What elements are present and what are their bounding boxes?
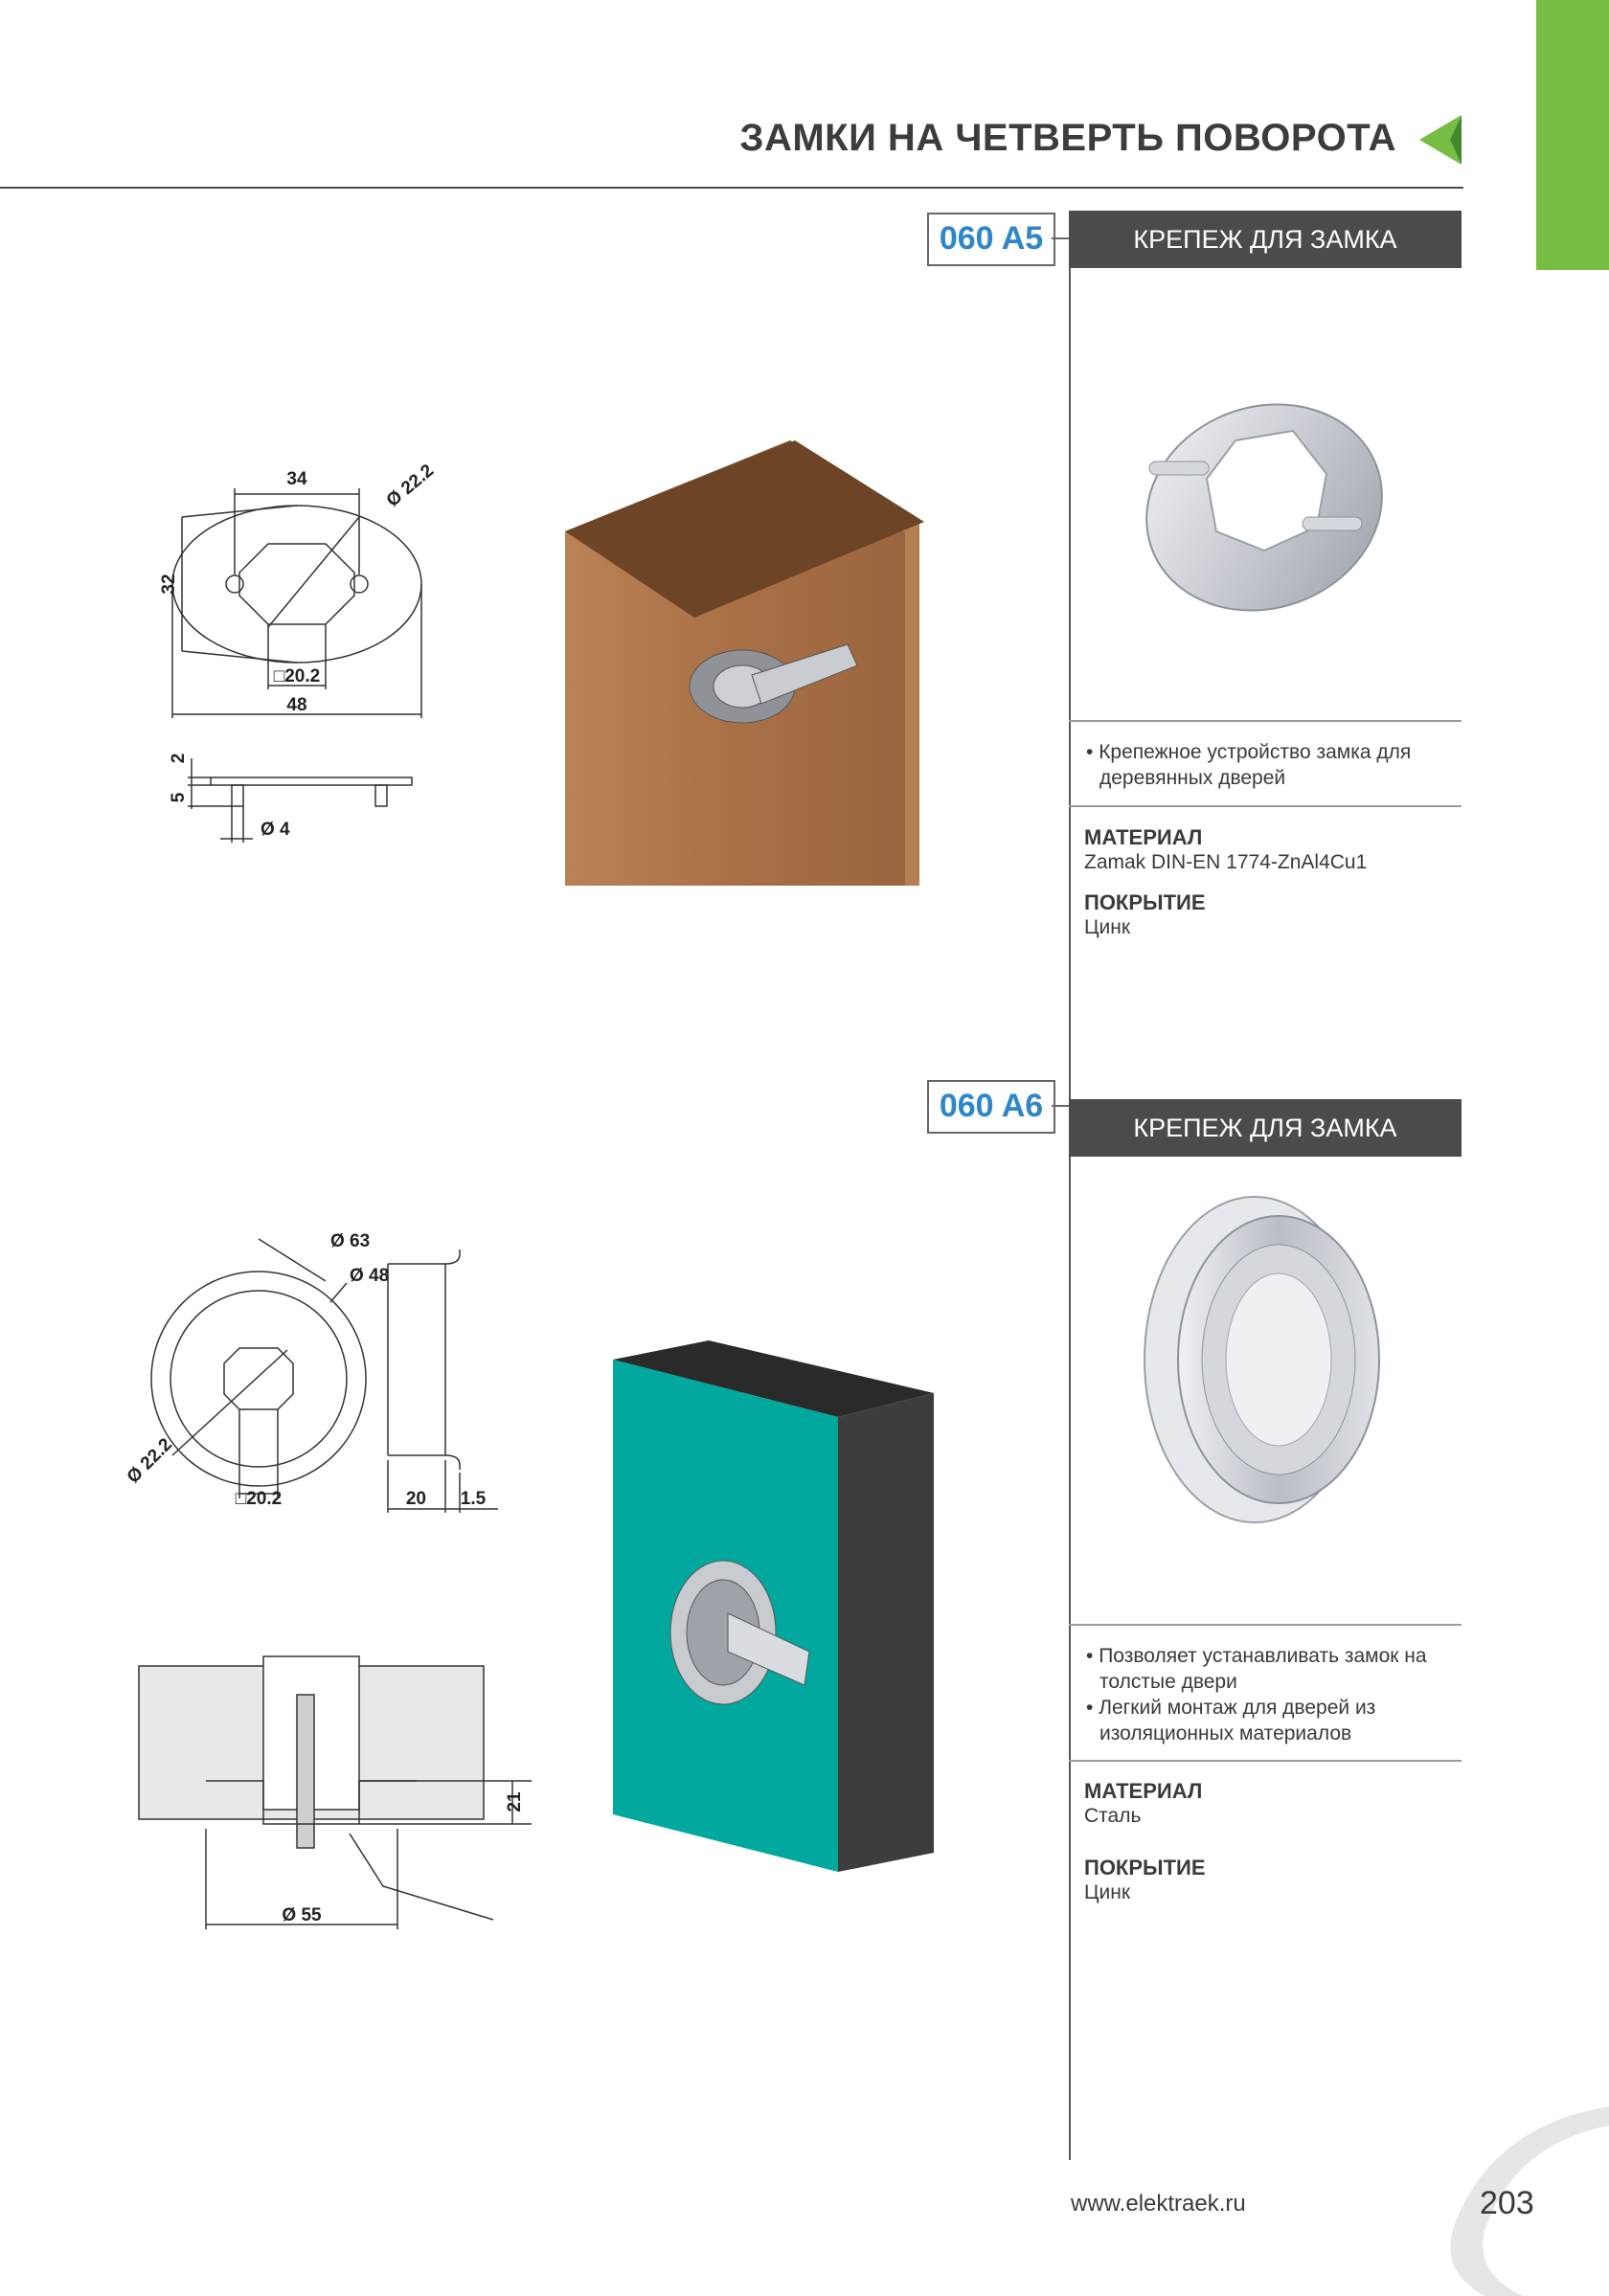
material-value: Сталь bbox=[1084, 1805, 1142, 1827]
dim-label: Ø 22.2 bbox=[382, 461, 438, 511]
technical-drawing-1 bbox=[153, 460, 460, 862]
arrow-left-icon bbox=[1416, 111, 1465, 169]
coating-label: ПОКРЫТИЕ bbox=[1084, 1856, 1206, 1880]
dim-label: 34 bbox=[286, 469, 307, 489]
product-photo-2 bbox=[1121, 1187, 1408, 1532]
dim-label: □20.2 bbox=[235, 1489, 283, 1509]
coating-value: Цинк bbox=[1084, 1881, 1131, 1903]
technical-drawing-2 bbox=[115, 1226, 498, 1532]
footer-url[interactable]: www.elektraek.ru bbox=[1071, 2191, 1246, 2217]
divider bbox=[1069, 720, 1462, 722]
dim-label: 20 bbox=[405, 1489, 426, 1509]
section-drawing bbox=[129, 1637, 532, 1963]
section-tab bbox=[1536, 0, 1609, 270]
dim-label: Ø 22.2 bbox=[123, 1434, 176, 1488]
material-label: МАТЕРИАЛ bbox=[1084, 1779, 1203, 1803]
dim-label: 32 bbox=[159, 574, 179, 595]
product-header-2: КРЕПЕЖ ДЛЯ ЗАМКА bbox=[1069, 1099, 1462, 1157]
dim-label: □20.2 bbox=[273, 666, 321, 687]
product-photo-1 bbox=[1130, 373, 1398, 632]
feature-list-1 bbox=[1082, 739, 1456, 791]
dim-label: 48 bbox=[286, 695, 307, 715]
dim-label: 1.5 bbox=[460, 1489, 487, 1509]
product-code-1: 060 A5 bbox=[927, 213, 1055, 266]
divider bbox=[1069, 1760, 1462, 1762]
coating-value: Цинк bbox=[1084, 916, 1131, 938]
divider bbox=[1069, 805, 1462, 807]
dim-label: Ø 48 bbox=[350, 1266, 390, 1286]
insulated-panel-render bbox=[608, 1336, 953, 1872]
page-title: ЗАМКИ НА ЧЕТВЕРТЬ ПОВОРОТА bbox=[739, 117, 1396, 159]
material-label: МАТЕРИАЛ bbox=[1084, 825, 1203, 849]
product-header-1: КРЕПЕЖ ДЛЯ ЗАМКА bbox=[1069, 211, 1462, 268]
feature-item: • Позволяет устанавливать замок на толстые двери bbox=[1086, 1645, 1427, 1693]
page-number: 203 bbox=[1480, 2185, 1534, 2221]
dim-label: 2 bbox=[169, 753, 189, 764]
feature-list-2 bbox=[1082, 1643, 1456, 1746]
dim-label: 21 bbox=[505, 1791, 525, 1812]
dim-label: Ø 4 bbox=[261, 820, 290, 840]
title-divider bbox=[0, 187, 1463, 189]
dim-label: Ø 55 bbox=[282, 1905, 322, 1925]
divider bbox=[1069, 1624, 1462, 1626]
column-divider bbox=[1069, 218, 1071, 2160]
material-value: Zamak DIN-EN 1774-ZnAl4Cu1 bbox=[1084, 851, 1368, 873]
coating-label: ПОКРЫТИЕ bbox=[1084, 890, 1206, 914]
dim-label: 5 bbox=[169, 792, 189, 803]
dim-label: Ø 63 bbox=[330, 1231, 371, 1251]
feature-item: • Крепежное устройство замка для деревянных дверей bbox=[1086, 741, 1412, 789]
product-code-2: 060 A6 bbox=[927, 1080, 1055, 1134]
wood-block-render bbox=[560, 436, 924, 895]
feature-item: • Легкий монтаж для дверей из изоляционных материалов bbox=[1086, 1697, 1376, 1745]
